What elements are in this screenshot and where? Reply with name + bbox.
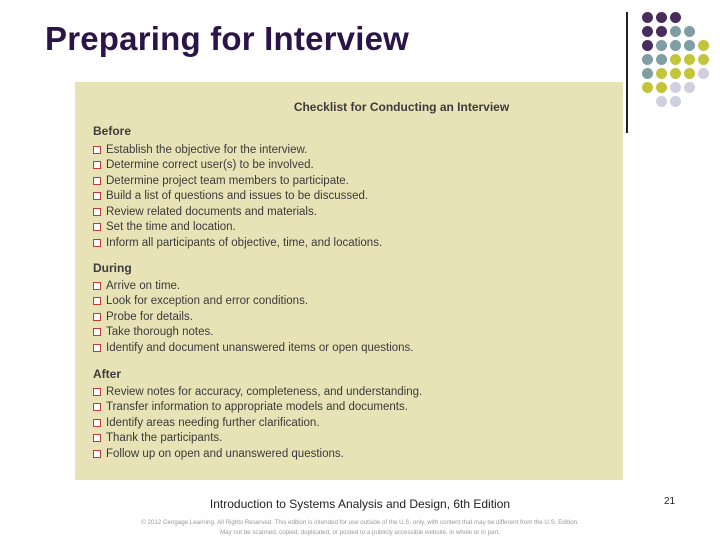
decorative-dot-grid [638,10,720,120]
dot [684,54,695,65]
checkbox-icon [93,450,101,458]
slide-title: Preparing for Interview [45,20,410,57]
checklist-panel [75,82,623,480]
checklist-item: Thank the participants. [93,431,222,446]
dot [670,54,681,65]
dot [642,82,653,93]
dot [656,40,667,51]
checklist-item: Set the time and location. [93,220,236,235]
checkbox-icon [93,419,101,427]
dot [656,26,667,37]
section-heading-during: During [93,261,132,275]
checkbox-icon [93,146,101,154]
dot [642,68,653,79]
checkbox-icon [93,282,101,290]
dot [698,68,709,79]
checkbox-icon [93,434,101,442]
dot [670,26,681,37]
dot [670,68,681,79]
checkbox-icon [93,177,101,185]
checklist-item: Identify areas needing further clarification. [93,415,320,430]
section-heading-after: After [93,367,122,381]
checkbox-icon [93,161,101,169]
checklist-item: Identify and document unanswered items or open questions. [93,340,414,355]
checklist-item: Determine correct user(s) to be involved. [93,158,314,173]
checkbox-icon [93,223,101,231]
dot [670,12,681,23]
checklist-item: Transfer information to appropriate models and documents. [93,400,408,415]
checkbox-icon [93,208,101,216]
checkbox-icon [93,239,101,247]
checkbox-icon [93,192,101,200]
checklist-item: Follow up on open and unanswered questions. [93,446,344,461]
dot [656,68,667,79]
dot [684,68,695,79]
dot [642,40,653,51]
copyright-notice [0,518,720,538]
checkbox-icon [93,313,101,321]
checklist-item: Arrive on time. [93,278,180,293]
checklist-item: Review related documents and materials. [93,204,317,219]
dot [698,54,709,65]
dot [656,96,667,107]
footer-text: Introduction to Systems Analysis and Design, 6th Edition [209,497,511,511]
dot [642,54,653,65]
copyright-line: May not be scanned, copied, duplicated, or posted to a publicly accessible website, in whole or in part. [220,529,500,536]
dot [684,40,695,51]
copyright-line: © 2012 Cengage Learning. All Rights Reserved. This edition is intended for use outside of the U.S. only, with content that may be different from the U.S. Edition. [141,519,579,526]
page-number: 21 [664,496,676,507]
checkbox-icon [93,388,101,396]
checklist-item: Probe for details. [93,309,193,324]
dot [642,12,653,23]
dot [670,96,681,107]
dot [656,54,667,65]
checklist-item: Review notes for accuracy, completeness, and understanding. [93,384,422,399]
dot [656,12,667,23]
dot [670,82,681,93]
checklist-item: Take thorough notes. [93,325,213,340]
checklist-title: Checklist for Conducting an Interview [293,100,510,114]
checklist-item: Look for exception and error conditions. [93,294,308,309]
section-heading-before: Before [93,124,132,138]
dot [642,26,653,37]
checklist-item: Inform all participants of objective, time, and locations. [93,235,382,250]
checklist-item: Determine project team members to participate. [93,173,349,188]
dot [670,40,681,51]
checklist-item: Build a list of questions and issues to be discussed. [93,189,368,204]
checkbox-icon [93,403,101,411]
checkbox-icon [93,328,101,336]
dot [684,82,695,93]
dot [684,26,695,37]
checkbox-icon [93,344,101,352]
dot [656,82,667,93]
checklist-item: Establish the objective for the interview. [93,142,307,157]
checkbox-icon [93,297,101,305]
dot [698,40,709,51]
divider-line [626,12,628,133]
